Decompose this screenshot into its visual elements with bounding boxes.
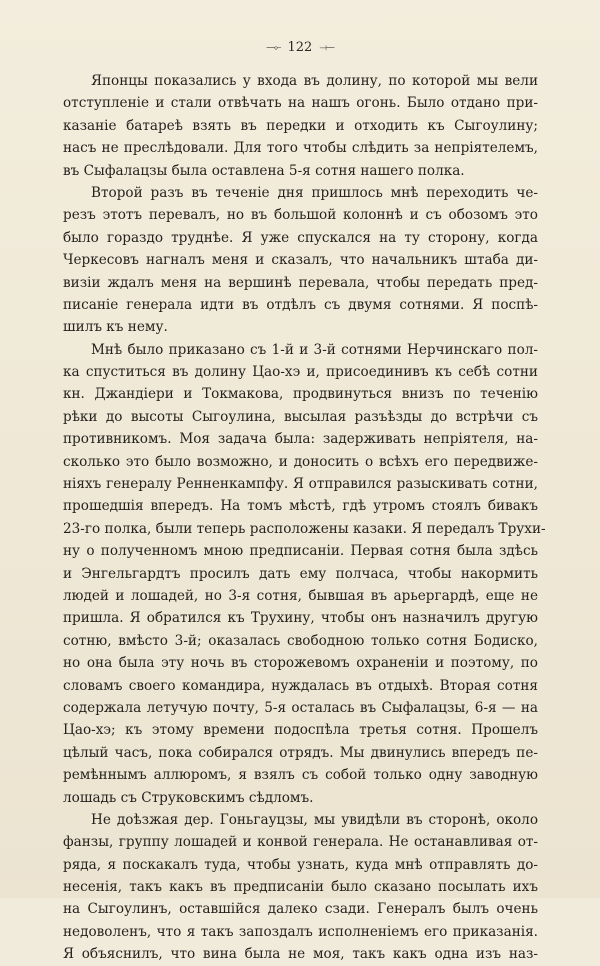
text-line: отступленіе и стали отвѣчать на нашъ огонь. Было отдано при- bbox=[63, 95, 538, 112]
text-line: Мнѣ было приказано съ 1-й и 3-й сотнями Нерчинскаго пол- bbox=[91, 341, 538, 358]
text-line: словамъ своего командира, нуждалась въ отдыхѣ. Вторая сотня bbox=[63, 677, 538, 694]
header-ornament-right: ⟞— bbox=[319, 42, 334, 53]
text-line: писаніе генерала идти въ отдѣлъ съ двумя сотнями. Я поспѣ- bbox=[63, 296, 538, 313]
text-line: было гораздо труднѣе. Я уже спускался на ту сторону, когда bbox=[63, 229, 538, 246]
text-line: цѣлый часъ, пока собирался отрядъ. Мы двинулись впередъ пе- bbox=[63, 744, 538, 761]
page-header bbox=[0, 40, 600, 55]
text-line: несенія, такъ какъ въ предписаніи было сказано посылать ихъ bbox=[63, 879, 538, 896]
text-line: Черкесовъ нагналъ меня и сказалъ, что начальникъ штаба ди- bbox=[63, 252, 538, 269]
text-line: прошедшія впередъ. На томъ мѣстѣ, гдѣ утромъ стоялъ бивакъ bbox=[63, 498, 538, 515]
text-line: но она была эту ночь въ сторожевомъ охраненіи и поэтому, по bbox=[63, 655, 538, 672]
text-line: въ Сыфалацзы была оставлена 5-я сотня нашего полка. bbox=[63, 162, 465, 179]
body-text bbox=[63, 70, 546, 966]
text-line: Цао-хэ; къ этому времени подоспѣла третья сотня. Прошелъ bbox=[63, 722, 538, 739]
text-line: сколько это было возможно, и доносить о всѣхъ его передвиже- bbox=[63, 453, 538, 470]
text-line: пришла. Я обратился къ Трухину, чтобы онъ назначилъ другую bbox=[63, 610, 538, 627]
text-line: людей и лошадей, но 3-я сотня, бывшая въ арьергардѣ, еще не bbox=[63, 587, 538, 604]
text-line: Второй разъ въ теченіе дня пришлось мнѣ переходить че- bbox=[91, 184, 538, 201]
text-line: кн. Джандіери и Токмакова, продвинуться внизъ по теченію bbox=[63, 386, 538, 403]
text-line: Не доѣзжая дер. Гоньгауцзы, мы увидѣли въ сторонѣ, около bbox=[91, 811, 538, 828]
text-line: визіи ждалъ меня на вершинѣ перевала, чтобы передать пред- bbox=[63, 274, 538, 291]
text-line: сотню, вмѣсто 3-й; оказалась свободною только сотня Бодиско, bbox=[63, 632, 538, 649]
text-line: резъ этотъ перевалъ, но въ большой колоннѣ и съ обозомъ это bbox=[63, 207, 538, 224]
text-line: ка спуститься въ долину Цао-хэ и, присоединивъ къ себѣ сотни bbox=[63, 364, 538, 381]
text-line: ніяхъ генералу Ренненкампфу. Я отправился разыскивать сотни, bbox=[63, 476, 538, 493]
text-line: и Энгельгардтъ просилъ дать ему полчаса, чтобы накормить bbox=[63, 565, 538, 582]
text-line: фанзы, группу лошадей и конвой генерала. Не останавливая от- bbox=[63, 834, 538, 851]
page-number: 122 bbox=[287, 40, 313, 55]
text-line: Японцы показались у входа въ долину, по которой мы вели bbox=[91, 73, 538, 89]
text-line: противникомъ. Моя задача была: задерживать непріятеля, на- bbox=[63, 431, 538, 448]
text-line: ряда, я поскакалъ туда, чтобы узнать, куда мнѣ отправлять до- bbox=[63, 856, 538, 873]
text-line: Я объяснилъ, что вина была не моя, такъ какъ одна изъ наз- bbox=[63, 946, 538, 963]
text-line: ну о полученномъ мною предписаніи. Первая сотня была здѣсь bbox=[63, 543, 538, 560]
text-line: ремѣннымъ аллюромъ, я взялъ съ собой только одну заводную bbox=[63, 767, 538, 784]
text-line: лошадь съ Струковскимъ сѣдломъ. bbox=[63, 789, 314, 806]
text-line: на Сыгоулинъ, оставшійся далеко сзади. Генералъ былъ очень bbox=[63, 901, 538, 918]
text-line: шилъ къ нему. bbox=[63, 319, 168, 336]
text-line: 23-го полка, были теперь расположены казаки. Я передалъ Трухи- bbox=[63, 520, 546, 537]
header-ornament-left: —⟜ bbox=[266, 42, 281, 53]
text-line: казаніе батареѣ взять въ передки и отходить къ Сыгоулину; bbox=[63, 117, 538, 134]
text-line: содержала летучую почту, 5-я осталась въ Сыфалацзы, 6-я — на bbox=[63, 699, 538, 716]
text-line: рѣки до высоты Сыгоулина, высылая разъѣзды до встрѣчи съ bbox=[63, 408, 538, 425]
text-line: насъ не преслѣдовали. Для того чтобы слѣдить за непріятелемъ, bbox=[63, 140, 538, 157]
text-line: недоволенъ, что я такъ запоздалъ исполненіемъ его приказанія. bbox=[63, 923, 538, 940]
